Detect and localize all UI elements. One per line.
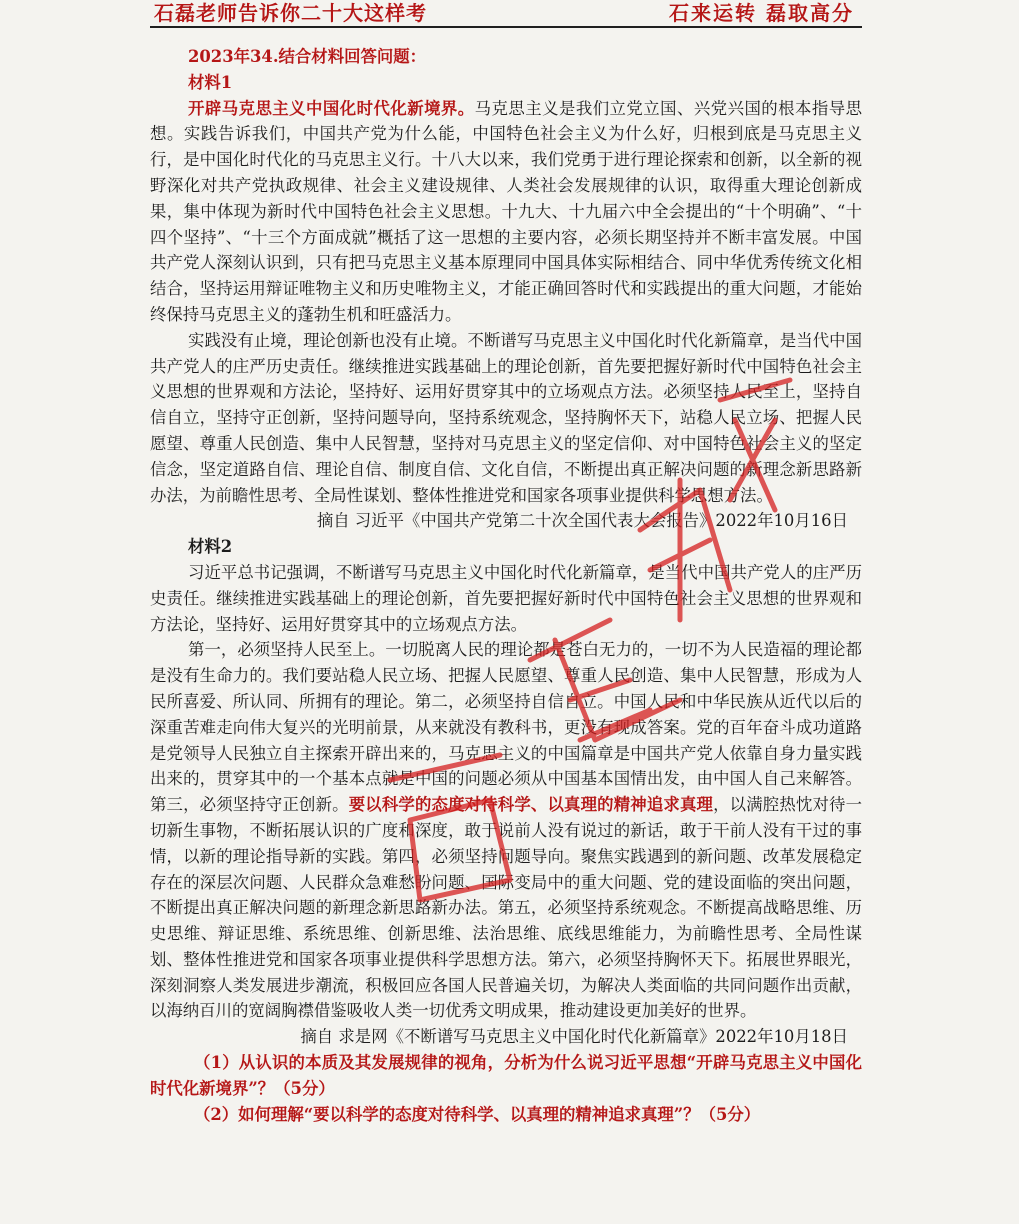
material1-paragraph-1-text: 马克思主义是我们立党立国、兴党兴国的根本指导思想。实践告诉我们，中国共产党为什么能，中国特色社会主义为什么好，归根到底是马克思主义行，是中国化时代化的马克思主义行。十八大以来，我们党勇于进行理论探索和创新，以全新的视野深化对共产党执政规律、社会主义建设规律、人类社会发展规律的认识，取得重大理论创新成果，集中体现为新时代中国特色社会主义思想。十九大、十九届六中全会提出的“十个明确”、“十四个坚持”、“十三个方面成就”概括了这一思想的主要内容，必须长期坚持并不断丰富发展。中国共产党人深刻认识到，只有把马克思主义基本原理同中国具体实际相结合、同中华优秀传统文化相结合，坚持运用辩证唯物主义和历史唯物主义，才能正确回答时代和实践提出的重大问题，才能始终保持马克思主义的蓬勃生机和旺盛活力。: [150, 98, 863, 324]
material1-paragraph-2: 实践没有止境，理论创新也没有止境。不断谱写马克思主义中国化时代化新篇章，是当代中国共产党人的庄严历史责任。继续推进实践基础上的理论创新，首先要把握好新时代中国特色社会主义思想的世界观和方法论，坚持好、运用好贯穿其中的立场观点方法。必须坚持人民至上，坚持自信自立，坚持守正创新，坚持问题导向，坚持系统观念，坚持胸怀天下，站稳人民立场、把握人民愿望、尊重人民创造、集中人民智慧，坚持对马克思主义的坚定信仰、对中国特色社会主义的坚定信念，坚定道路自信、理论自信、制度自信、文化自信，不断提出真正解决问题的新理念新思路新办法，为前瞻性思考、全局性谋划、整体性推进党和国家各项事业提供科学思想方法。: [150, 330, 862, 505]
question-1: （1）从认识的本质及其发展规律的视角，分析为什么说习近平思想“开辟马克思主义中国化时代化新境界”？（5分）: [150, 1053, 862, 1098]
material2-paragraph-2-before: 第一，必须坚持人民至上。一切脱离人民的理论都是苍白无力的，一切不为人民造福的理论都是没有生命力的。我们要站稳人民立场、把握人民愿望、尊重人民创造、集中人民智慧，形成为人民所喜爱、所认同、所拥有的理论。第二，必须坚持自信自立。中国人民和中华民族从近代以后的深重苦难走向伟大复兴的光明前景，从来就没有教科书，更没有现成答案。党的百年奋斗成功道路是党领导人民独立自主探索开辟出来的，马克思主义的中国篇章是中国共产党人依靠自身力量实践出来的，贯穿其中的一个基本点就是中国的问题必须从中国基本国情出发，由中国人自己来解答。第三，必须坚持守正创新。: [150, 640, 862, 815]
material2-label: 材料2: [188, 537, 233, 557]
question-title: 2023年34.结合材料回答问题：: [188, 47, 427, 66]
material2-source: 摘自 求是网《不断谱写马克思主义中国化时代化新篇章》2022年10月18日: [300, 1027, 848, 1047]
material1-paragraph-1: [150, 96, 862, 328]
material2-paragraph-2: [150, 637, 862, 1024]
material1-source: 摘自 习近平《中国共产党第二十次全国代表大会报告》2022年10月16日: [316, 511, 848, 531]
page-header: [150, 0, 862, 28]
material2-highlight: 要以科学的态度对待科学、以真理的精神追求真理: [348, 795, 714, 815]
material1-label: 材料1: [188, 72, 233, 92]
material2-paragraph-2-after: ，以满腔热忱对待一切新生事物，不断拓展认识的广度和深度，敢于说前人没有说过的新话，敢于干前人没有干过的事情，以新的理论指导新的实践。第四，必须坚持问题导向。聚焦实践遇到的新问题、改革发展稳定存在的深层次问题、人民群众急难愁盼问题、国际变局中的重大问题、党的建设面临的突出问题，不断提出真正解决问题的新理念新思路新办法。第五，必须坚持系统观念。不断提高战略思维、历史思维、辩证思维、系统思维、创新思维、法治思维、底线思维能力，为前瞻性思考、全局性谋划、整体性推进党和国家各项事业提供科学思想方法。第六，必须坚持胸怀天下。拓展世界眼光，深刻洞察人类发展进步潮流，积极回应各国人民普遍关切，为解决人类面临的共同问题作出贡献，以海纳百川的宽阔胸襟借鉴吸收人类一切优秀文明成果，推动建设更加美好的世界。: [150, 795, 863, 1021]
header-right-slogan: 石来运转 磊取高分: [669, 1, 854, 25]
header-left-title: 石磊老师告诉你二十大这样考: [154, 1, 427, 25]
material1-lead-sentence: 开辟马克思主义中国化时代化新境界。: [188, 98, 475, 118]
material2-paragraph-1: 习近平总书记强调，不断谱写马克思主义中国化时代化新篇章，是当代中国共产党人的庄严历史责任。继续推进实践基础上的理论创新，首先要把握好新时代中国特色社会主义思想的世界观和方法论，坚持好、运用好贯穿其中的立场观点方法。: [150, 562, 862, 634]
document-body: [150, 44, 862, 1127]
question-2: （2）如何理解“要以科学的态度对待科学、以真理的精神追求真理”？（5分）: [194, 1104, 761, 1124]
